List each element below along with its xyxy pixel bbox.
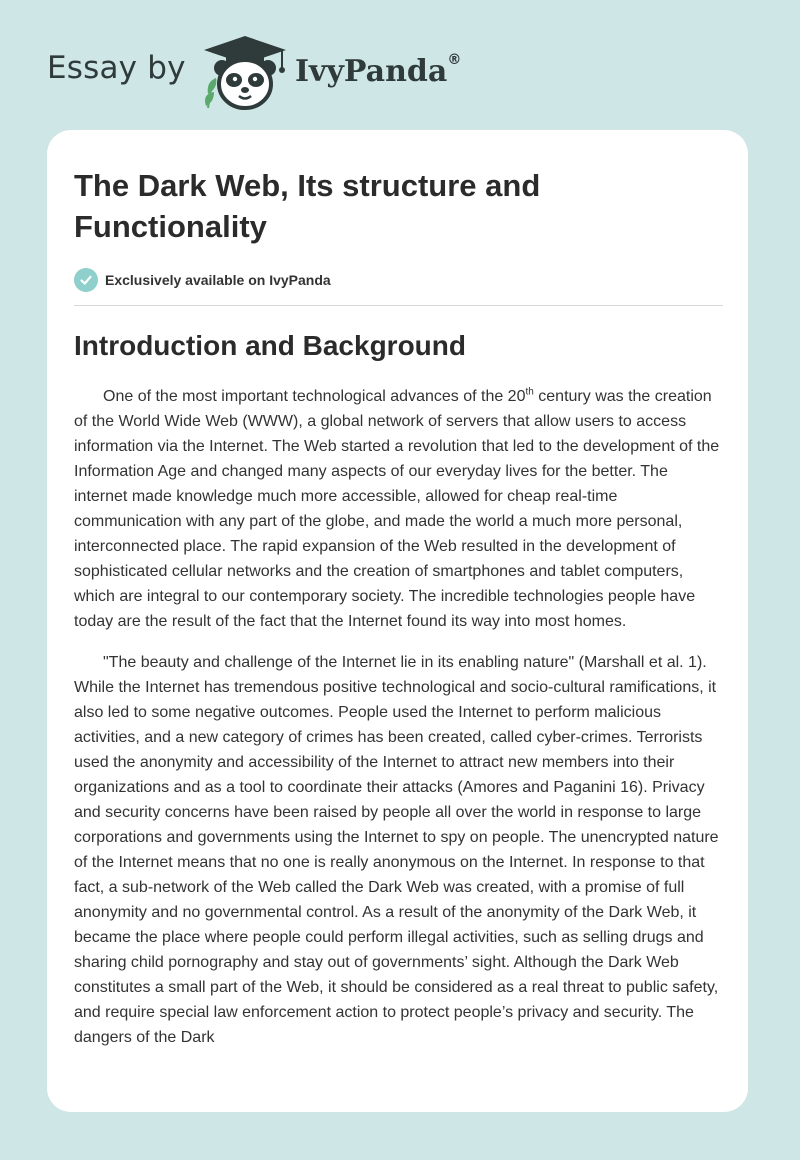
section-heading: Introduction and Background — [74, 330, 466, 361]
essay-card — [47, 130, 748, 1112]
site-header — [47, 32, 507, 112]
exclusive-label: Exclusively available on IvyPanda — [105, 272, 331, 288]
brand-name[interactable] — [295, 54, 461, 89]
panda-logo-icon[interactable] — [202, 34, 288, 112]
paragraph-1 — [74, 384, 724, 634]
paragraph-1-text-b: century was the creation of the World Wide Web (WWW), a global network of servers that allow users to access information via the Internet. The Web started a revolution that led to the development of the Information Age and changed many aspects of our everyday lives for the better. The internet made knowledge much more accessible, allowed for cheap real-time communication with any part of the globe, and made the world a much more personal, interconnected place. The rapid expansion of the Web resulted in the development of sophisticated cellular networks and the creation of smartphones and tablet computers, which are integral to our contemporary society. The incredible technologies people have today are the result of the fact that the Internet found its way into most homes. — [74, 388, 720, 630]
title-divider — [74, 305, 723, 306]
brand-name-text: IvyPanda — [295, 54, 448, 89]
exclusive-badge — [74, 268, 724, 292]
essay-title: The Dark Web, Its structure and Functionality — [74, 168, 541, 244]
registered-mark: ® — [447, 52, 462, 68]
check-icon — [74, 268, 98, 292]
paragraph-2: "The beauty and challenge of the Internet lie in its enabling nature" (Marshall et al. 1). While the Internet has tremendous positive technological and socio-cultural ramifications, it also led to some negative outcomes. People used the Internet to perform malicious activities, and a new category of crimes has been created, called cyber-crimes. Terrorists used the anonymity and accessibility of the Internet to attract new members into their organizations and as a tool to coordinate their attacks (Amores and Paganini 16). Privacy and security concerns have been raised by people all over the world in response to large corporations and governments using the Internet to spy on people. The unencrypted nature of the Internet means that no one is really anonymous on the Internet. In response to that fact, a sub-network of the Web called the Dark Web was created, with a promise of full anonymity and no governmental control. As a result of the anonymity of the Dark Web, it became the place where people could perform illegal activities, such as selling drugs and sharing child pornography and stay out of governments’ sight. Although the Dark Web constitutes a small part of the Web, it should be considered as a real threat to public safety, and require special law enforcement action to protect people’s privacy and security. The dangers of the Dark — [74, 654, 719, 1046]
essay-by-text: Essay by — [47, 50, 186, 86]
paragraph-1-text-a: One of the most important technological advances of the 20 — [103, 388, 526, 405]
paragraph-1-superscript: th — [525, 386, 534, 398]
essay-content — [74, 165, 724, 1050]
